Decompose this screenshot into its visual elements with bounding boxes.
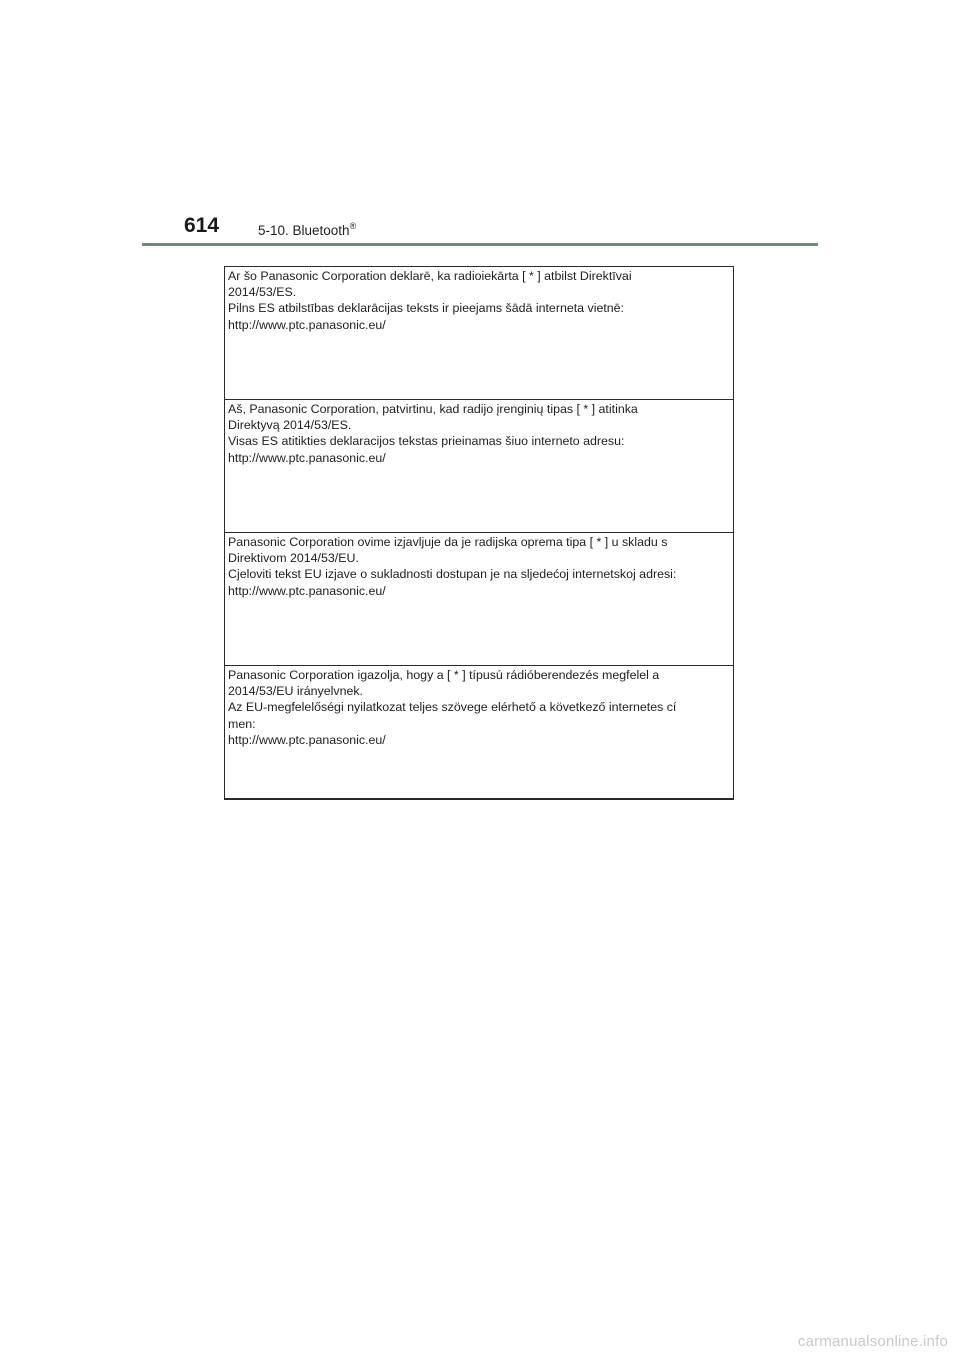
registered-mark: ®	[349, 221, 357, 231]
declaration-line: Ar šo Panasonic Corporation deklarē, ka radioiekārta [ * ] atbilst Direktīvai	[228, 269, 632, 283]
declaration-box	[224, 266, 734, 800]
declaration-line: Direktyvą 2014/53/ES.	[228, 418, 352, 433]
declaration-line: Aš, Panasonic Corporation, patvirtinu, kad radijo įrenginių tipas [ * ] atitinka	[228, 402, 638, 416]
declaration-line: Panasonic Corporation igazolja, hogy a [ * ] típusú rádióberendezés megfelel a	[228, 668, 660, 682]
declaration-latvian	[225, 267, 733, 400]
watermark: carmanualsonline.info	[797, 1333, 948, 1350]
declaration-lithuanian	[225, 400, 733, 533]
declaration-line: Pilns ES atbilstības deklarācijas teksts ir pieejams šādā interneta vietnē:	[228, 301, 625, 316]
page-number: 614	[184, 214, 220, 237]
declaration-line: Az EU-megfelelőségi nyilatkozat teljes szövege elérhető a következő internetes cí	[228, 700, 677, 715]
declaration-url: http://www.ptc.panasonic.eu/	[228, 732, 386, 747]
header-rule	[142, 243, 818, 246]
declaration-url: http://www.ptc.panasonic.eu/	[228, 583, 386, 598]
declaration-url: http://www.ptc.panasonic.eu/	[228, 450, 386, 465]
declaration-line: men:	[228, 716, 256, 731]
declaration-line: 2014/53/EU irányelvnek.	[228, 684, 364, 699]
declaration-line: Cjeloviti tekst EU izjave o sukladnosti dostupan je na sljedećoj internetskoj adresi:	[228, 567, 677, 582]
declaration-url: http://www.ptc.panasonic.eu/	[228, 317, 386, 332]
declaration-croatian	[225, 533, 733, 666]
declaration-line: Direktivom 2014/53/EU.	[228, 551, 359, 566]
declaration-line: Visas ES atitikties deklaracijos tekstas prieinamas šiuo interneto adresu:	[228, 434, 625, 449]
declaration-hungarian	[225, 666, 733, 798]
section-title-text: 5-10. Bluetooth	[258, 223, 350, 238]
section-title	[258, 221, 356, 238]
declaration-line: 2014/53/ES.	[228, 285, 297, 300]
declaration-line: Panasonic Corporation ovime izjavljuje da je radijska oprema tipa [ * ] u skladu s	[228, 535, 668, 549]
